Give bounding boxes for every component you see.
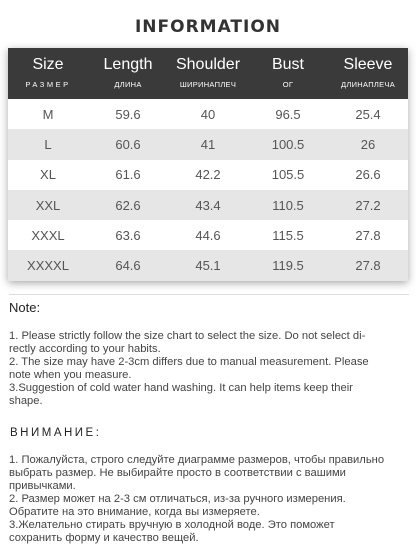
note-line: note when you measure. [9, 369, 132, 381]
header-label: Size [32, 56, 64, 73]
cell-length: 61.6 [115, 167, 141, 183]
table-row [8, 220, 408, 250]
note-ru-line: 1. Пожалуйста, строго следуйте диаграмме размеров, чтобы правильно [9, 454, 385, 466]
header-size [8, 48, 88, 99]
cell-length: 64.6 [115, 258, 141, 274]
cell-bust: 110.5 [272, 197, 304, 213]
note-ru-line: Обратите на это внимание, когда вы измеряете. [9, 506, 260, 518]
cell-size: XL [40, 167, 56, 183]
note-ru-line: привычками. [9, 480, 76, 492]
header-sublabel: ДЛИНАПЛЕЧА [340, 80, 396, 89]
note-ru-line: 2. Размер может на 2-3 см отличаться, из-за ручного измерения. [9, 493, 346, 505]
header-label: Bust [271, 56, 304, 73]
header-label: Sleeve [343, 56, 393, 73]
header-label: Length [103, 56, 153, 73]
cell-size: M [42, 106, 54, 122]
header-sublabel: ШИРИНАПЛЕЧ [179, 80, 237, 89]
note-ru-line: сохранить форму и качество вещей. [9, 532, 199, 544]
table-row [8, 190, 408, 220]
note-ru-line: выбрать размер. Не выбирайте просто в соответствии с вашими [9, 467, 346, 479]
note-line: rectly according to your habits. [9, 343, 161, 355]
cell-length: 60.6 [115, 136, 141, 152]
header-label: Shoulder [175, 56, 241, 73]
cell-bust: 96.5 [275, 106, 301, 122]
header-shoulder [168, 48, 248, 99]
cell-length: 63.6 [115, 227, 141, 243]
size-chart-table [8, 48, 408, 281]
notes-section [9, 294, 411, 545]
cell-shoulder: 44.6 [195, 227, 221, 243]
header-sublabel: ДЛИНА [114, 80, 142, 89]
page-title: INFORMATION [134, 17, 282, 37]
note-ru-heading: ВНИМАНИЕ: [10, 427, 102, 439]
table-row [8, 250, 408, 280]
cell-length: 59.6 [115, 106, 141, 122]
note-ru-line: 3.Желательно стирать вручную в холодной воде. Это поможет [9, 519, 335, 531]
note-line: 1. Please strictly follow the size chart to select the size. Do not select di- [9, 330, 366, 342]
note-line: shape. [9, 395, 43, 407]
cell-sleeve: 27.2 [355, 197, 381, 213]
cell-shoulder: 40 [200, 106, 216, 122]
cell-shoulder: 41 [200, 136, 216, 152]
header-sublabel: ОГ [282, 80, 294, 89]
header-bust [248, 48, 328, 99]
cell-size: XXXXL [27, 258, 69, 274]
note-line: 2. The size may have 2-3cm differs due to manual measurement. Please [9, 356, 369, 368]
cell-size: L [44, 136, 52, 152]
table-header [8, 48, 408, 99]
note-body [9, 330, 411, 408]
cell-bust: 119.5 [272, 258, 304, 274]
table-row [8, 129, 408, 159]
note-heading: Note: [9, 300, 41, 315]
divider [9, 294, 409, 295]
cell-size: XXXL [31, 227, 65, 243]
cell-shoulder: 42.2 [195, 167, 221, 183]
cell-shoulder: 45.1 [195, 258, 221, 274]
header-sleeve [328, 48, 408, 99]
cell-sleeve: 26 [360, 136, 376, 152]
note-line: 3.Suggestion of cold water hand washing. It can help items keep their [9, 382, 353, 394]
cell-size: XXL [35, 197, 61, 213]
cell-sleeve: 26.6 [355, 167, 381, 183]
cell-length: 62.6 [115, 197, 141, 213]
cell-shoulder: 43.4 [195, 197, 221, 213]
cell-sleeve: 27.8 [355, 258, 381, 274]
table-row [8, 160, 408, 190]
cell-sleeve: 27.8 [355, 227, 381, 243]
header-sublabel: РАЗМЕР [25, 80, 71, 89]
cell-bust: 100.5 [271, 136, 305, 152]
cell-bust: 115.5 [272, 227, 304, 243]
cell-sleeve: 25.4 [355, 106, 381, 122]
header-length [88, 48, 168, 99]
note-ru-body [9, 454, 411, 545]
cell-bust: 105.5 [271, 167, 305, 183]
table-row [8, 99, 408, 129]
